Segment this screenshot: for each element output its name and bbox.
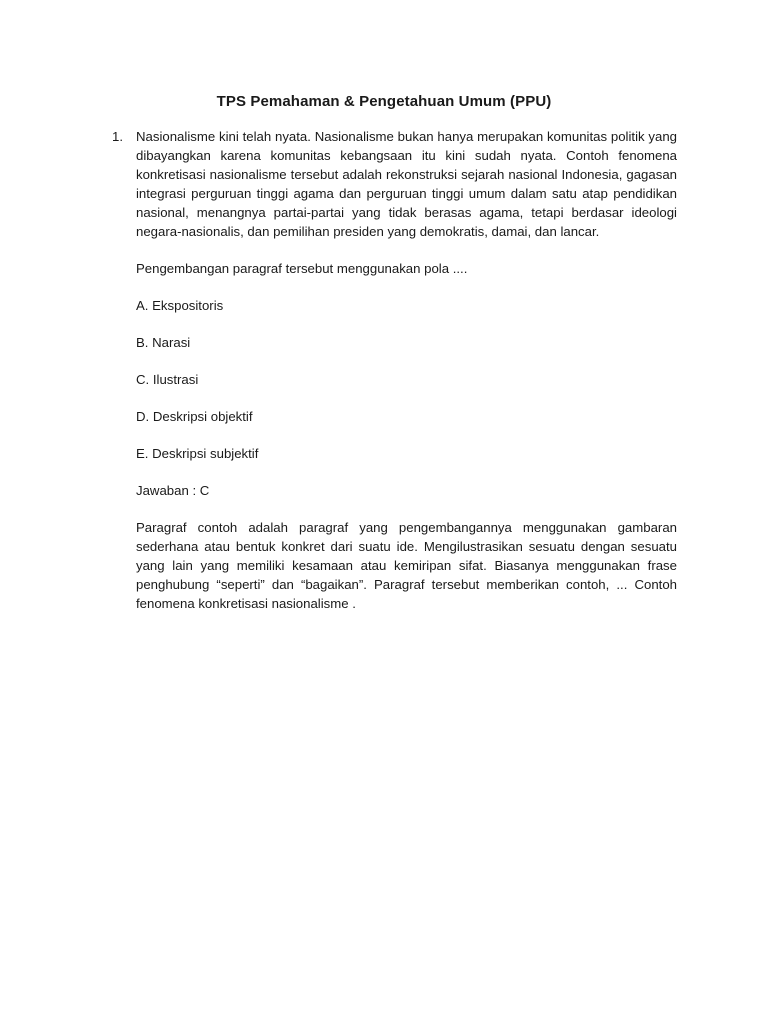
option-a: A. Ekspositoris xyxy=(136,298,224,313)
option-e: E. Deskripsi subjektif xyxy=(136,446,259,461)
answer-explanation: Paragraf contoh adalah paragraf yang pengembangannya menggunakan gambaran sederhana atau bentuk konkret dari suatu ide. Mengilustrasikan sesuatu dengan sesuatu yang lain yang memiliki kesamaan atau kemiripan sifat. Biasanya menggunakan frase penghubung “seperti” dan “bagaikan”. Paragraf tersebut memberikan contoh, ... Contoh fenomena konkretisasi nasionalisme . xyxy=(136,520,677,611)
answer-key: Jawaban : C xyxy=(136,483,210,498)
option-c: C. Ilustrasi xyxy=(136,372,199,387)
question-passage: Nasionalisme kini telah nyata. Nasionalisme bukan hanya merupakan komunitas politik yang dibayangkan karena komunitas kebangsaan itu kini sudah nyata. Contoh fenomena konkretisasi nasionalisme tersebut adalah rekonstruksi sejarah nasional Indonesia, gagasan integrasi perguruan tinggi agama dan perguruan tinggi umum dalam satu atap pendidikan nasional, menangnya partai-partai yang tidak berasas agama, tetapi berdasar ideologi negara-nasionalis, dan pemilihan presiden yang demokratis, damai, dan lancar. xyxy=(136,129,677,239)
page-title: TPS Pemahaman & Pengetahuan Umum (PPU) xyxy=(216,93,552,110)
question-prompt: Pengembangan paragraf tersebut menggunakan pola .... xyxy=(136,261,468,276)
question-body xyxy=(136,127,677,613)
option-d: D. Deskripsi objektif xyxy=(136,409,253,424)
question-number: 1. xyxy=(112,129,123,144)
option-b: B. Narasi xyxy=(136,335,191,350)
